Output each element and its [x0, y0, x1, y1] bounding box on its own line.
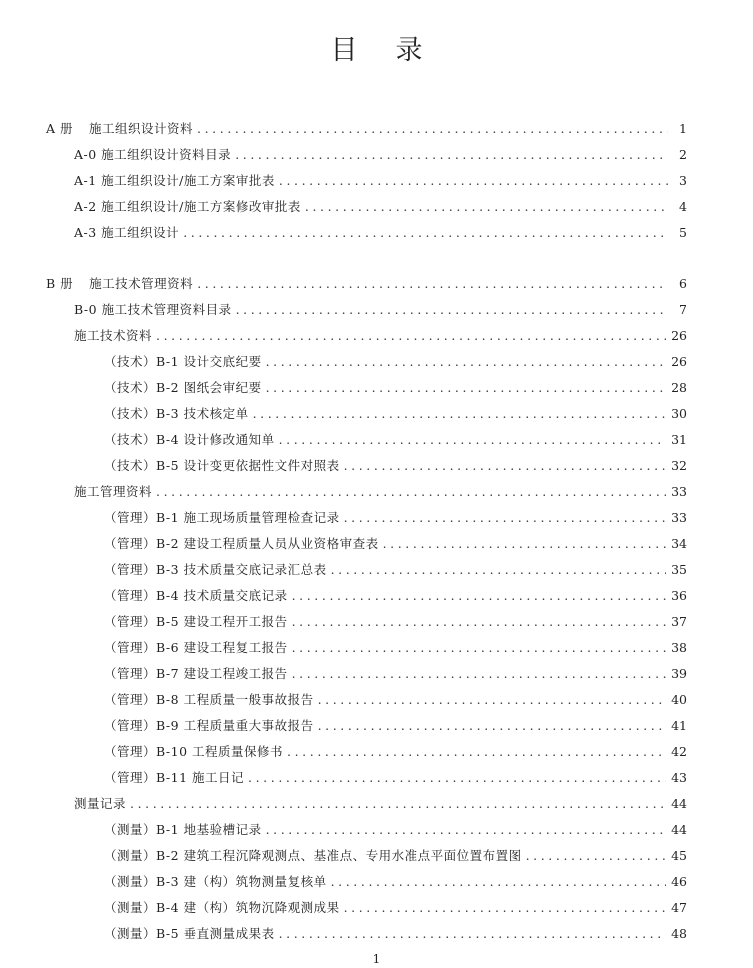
toc-page-number: 6 [679, 276, 687, 291]
toc-entry[interactable] [104, 848, 687, 864]
dot-leader [248, 770, 666, 786]
toc-entry[interactable] [104, 458, 687, 474]
toc-entry[interactable] [104, 588, 687, 604]
toc-page-number: 44 [671, 796, 687, 811]
dot-leader [344, 900, 667, 916]
page-title-char: 录 [395, 35, 423, 66]
toc-entry-title: A-3 施工组织设计 [74, 225, 180, 240]
dot-leader [292, 614, 667, 630]
toc-page-number: 28 [671, 380, 687, 395]
toc-page-number: 30 [671, 406, 687, 421]
toc-entry-title: （测量）B-3 建（构）筑物测量复核单 [104, 874, 327, 889]
dot-leader [292, 666, 667, 682]
toc-entry-title: （管理）B-11 施工日记 [104, 770, 245, 785]
toc-entry-title: （技术）B-5 设计变更依据性文件对照表 [104, 458, 340, 473]
dot-leader [183, 225, 668, 241]
toc-entry-title: （管理）B-1 施工现场质量管理检查记录 [104, 510, 340, 525]
toc-page-number: 39 [671, 666, 687, 681]
toc-entry[interactable] [74, 302, 687, 318]
toc-entry[interactable] [104, 406, 687, 422]
toc-page-number: 5 [679, 225, 687, 240]
dot-leader [235, 147, 668, 163]
toc-entry[interactable] [74, 173, 687, 189]
toc-section[interactable] [74, 328, 687, 344]
toc-entry-title: 施工技术资料 [74, 328, 153, 343]
toc-page-number: 38 [671, 640, 687, 655]
toc-entry-title: （技术）B-2 图纸会审纪要 [104, 380, 262, 395]
toc-page-number: 26 [671, 328, 687, 343]
dot-leader [156, 328, 666, 344]
toc-page-number: 1 [679, 121, 687, 136]
toc-page-number: 48 [671, 926, 687, 941]
toc-entry[interactable] [104, 510, 687, 526]
dot-leader [266, 380, 667, 396]
toc-entry-title: （管理）B-9 工程质量重大事故报告 [104, 718, 314, 733]
toc-entry-title: （管理）B-4 技术质量交底记录 [104, 588, 288, 603]
toc-page-number: 46 [671, 874, 687, 889]
toc-entry-title: A-0 施工组织设计资料目录 [74, 147, 232, 162]
dot-leader [253, 406, 667, 422]
toc-entry[interactable] [104, 640, 687, 656]
toc-page-number: 34 [671, 536, 687, 551]
toc-page-number: 45 [671, 848, 687, 863]
toc-entry-title: （技术）B-3 技术核定单 [104, 406, 249, 421]
toc-page-number: 35 [671, 562, 687, 577]
toc-page-number: 37 [671, 614, 687, 629]
toc-page-number: 32 [671, 458, 687, 473]
toc-entry-title: （管理）B-6 建设工程复工报告 [104, 640, 288, 655]
page-title-char: 目 [330, 35, 358, 66]
dot-leader [344, 458, 667, 474]
toc-page-number: 33 [671, 510, 687, 525]
dot-leader [344, 510, 667, 526]
dot-leader [292, 640, 667, 656]
dot-leader [236, 302, 668, 318]
toc-entry-title: （管理）B-10 工程质量保修书 [104, 744, 284, 759]
toc-page-number: 4 [679, 199, 687, 214]
toc-entry[interactable] [74, 147, 687, 163]
toc-entry[interactable] [104, 874, 687, 890]
dot-leader [318, 718, 667, 734]
toc-entry[interactable] [104, 770, 687, 786]
dot-leader [292, 588, 667, 604]
toc-page-number: 2 [679, 147, 687, 162]
dot-leader [305, 199, 668, 215]
toc-entry[interactable] [74, 199, 687, 215]
dot-leader [156, 484, 666, 500]
toc-page-number: 43 [671, 770, 687, 785]
toc-entry-title: （管理）B-5 建设工程开工报告 [104, 614, 288, 629]
toc-entry-title: （技术）B-4 设计修改通知单 [104, 432, 275, 447]
toc-page-number: 33 [671, 484, 687, 499]
dot-leader [318, 692, 667, 708]
toc-entry[interactable] [104, 926, 687, 942]
dot-leader [331, 874, 667, 890]
toc-page-number: 41 [671, 718, 687, 733]
toc-entry[interactable] [104, 900, 687, 916]
toc-entry[interactable] [104, 718, 687, 734]
toc-entry-title: （管理）B-7 建设工程竣工报告 [104, 666, 288, 681]
dot-leader [197, 121, 668, 137]
toc-entry-title: 施工技术管理资料 [89, 276, 194, 291]
toc-entry-title: （测量）B-2 建筑工程沉降观测点、基准点、专用水准点平面位置布置图 [104, 848, 522, 863]
toc-page-number: 42 [671, 744, 687, 759]
dot-leader [279, 173, 668, 189]
volume-label: B 册 [46, 276, 74, 291]
toc-entry[interactable] [104, 354, 687, 370]
volume-label: A 册 [46, 121, 74, 136]
toc-entry-title: （测量）B-1 地基验槽记录 [104, 822, 262, 837]
dot-leader [279, 432, 667, 448]
dot-leader [197, 276, 668, 292]
toc-entry-title: 施工管理资料 [74, 484, 153, 499]
toc-entry-title: A-1 施工组织设计/施工方案审批表 [74, 173, 275, 188]
toc-entry-title: B-0 施工技术管理资料目录 [74, 302, 232, 317]
dot-leader [266, 354, 667, 370]
toc-entry-title: （测量）B-5 垂直测量成果表 [104, 926, 275, 941]
toc-entry-title: （技术）B-1 设计交底纪要 [104, 354, 262, 369]
toc-entry-title: A-2 施工组织设计/施工方案修改审批表 [74, 199, 301, 214]
toc-entry[interactable] [104, 692, 687, 708]
toc-entry[interactable] [104, 822, 687, 838]
toc-page-number: 44 [671, 822, 687, 837]
toc-page-number: 40 [671, 692, 687, 707]
toc-entry-title: 测量记录 [74, 796, 127, 811]
dot-leader [266, 822, 667, 838]
toc-page-number: 7 [679, 302, 687, 317]
dot-leader [130, 796, 666, 812]
dot-leader [526, 848, 667, 864]
toc-section[interactable] [74, 796, 687, 812]
toc-entry-volume-b[interactable] [46, 276, 687, 292]
dot-leader [287, 744, 666, 760]
toc-page-number: 31 [671, 432, 687, 447]
toc-entry[interactable] [104, 666, 687, 682]
toc-section[interactable] [74, 484, 687, 500]
toc-entry-title: （管理）B-2 建设工程质量人员从业资格审查表 [104, 536, 379, 551]
toc-entry-volume-a[interactable] [46, 121, 687, 137]
toc-entry[interactable] [104, 744, 687, 760]
toc-entry[interactable] [104, 536, 687, 552]
toc-entry[interactable] [104, 614, 687, 630]
toc-entry-title: （管理）B-8 工程质量一般事故报告 [104, 692, 314, 707]
toc-page-number: 3 [679, 173, 687, 188]
toc-page-number: 47 [671, 900, 687, 915]
footer-page-number: 1 [372, 952, 381, 966]
toc-page-number: 26 [671, 354, 687, 369]
toc-entry[interactable] [104, 380, 687, 396]
toc-entry-title: 施工组织设计资料 [89, 121, 194, 136]
toc-entry[interactable] [74, 225, 687, 241]
toc-entry-title: （测量）B-4 建（构）筑物沉降观测成果 [104, 900, 340, 915]
dot-leader [383, 536, 667, 552]
toc-entry-title: （管理）B-3 技术质量交底记录汇总表 [104, 562, 327, 577]
dot-leader [331, 562, 667, 578]
toc-page-number: 36 [671, 588, 687, 603]
toc-entry[interactable] [104, 432, 687, 448]
dot-leader [279, 926, 667, 942]
toc-entry[interactable] [104, 562, 687, 578]
